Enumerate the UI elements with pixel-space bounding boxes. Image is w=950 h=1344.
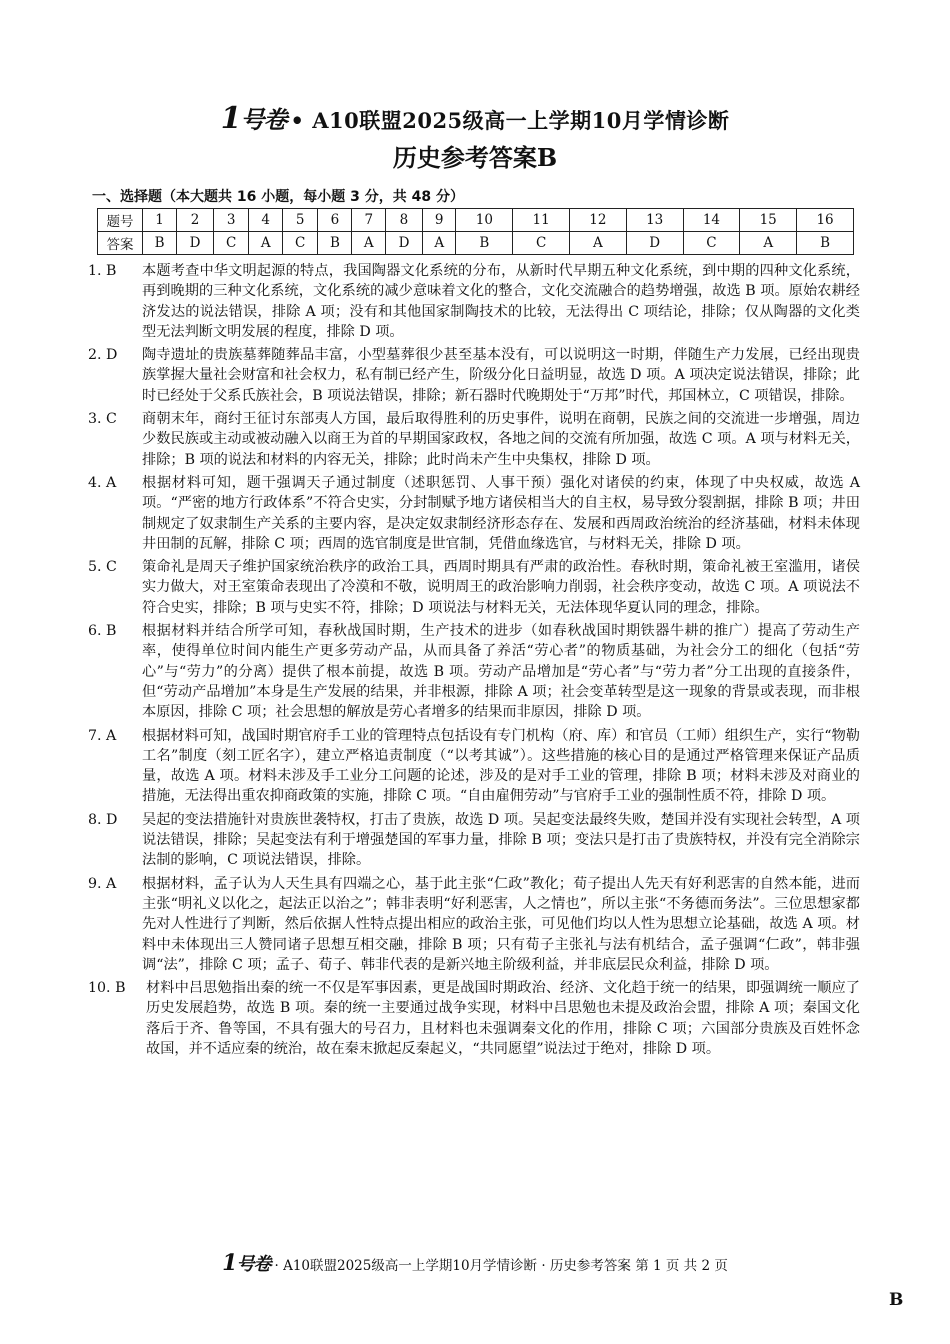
item-number: 7. A: [88, 727, 117, 744]
item-text: 材料中吕思勉指出秦的统一不仅是军事因素，更是战国时期政治、经济、文化趋于统一的结果，即强调统一顺应了历史发展趋势，故选 B 项。秦的统一主要通过战争实现，材料中吕思勉也未提及政治会盟，排除 A 项；秦国文化落后于齐、鲁等国，不具有强大的号召力，且材料也未强调秦文化的作用，排除 C 项；六国部分贵族及百姓怀念故国，并不适应秦的统治，故在秦末掀起反秦起义，“共同愿望”说法过于绝对，排除 D 项。: [146, 980, 860, 1057]
list-item: [88, 978, 860, 1059]
answer-cell: D: [177, 232, 214, 255]
list-item: [88, 810, 860, 871]
answer-cell: A: [570, 232, 627, 255]
item-text: 根据材料并结合所学可知，春秋战国时期，生产技术的进步（如春秋战国时期铁器牛耕的推广）提高了劳动生产率，使得单位时间内能生产更多劳动产品，从而具备了养活“劳心者”的物质基础，为社会分工的细化（包括“劳心”与“劳力”的分离）提供了根本前提，故选 B 项。劳动产品增加是“劳心者”与“劳力者”分工出现的直接条件，但“劳动产品增加”本身是生产发展的结果，并非根源，排除 A 项；社会变革转型是这一现象的背景或表现，而非根本原因，排除 C 项；社会思想的解放是劳心者增多的结果而非原因，排除 D 项。: [142, 623, 860, 721]
list-item: [88, 345, 860, 406]
question-number-cell: 8: [386, 209, 423, 232]
answer-cell: C: [513, 232, 570, 255]
answer-cell: B: [143, 232, 177, 255]
table-row-answers: [98, 232, 854, 255]
item-number: 9. A: [88, 875, 117, 892]
item-number: 2. D: [88, 347, 118, 364]
item-number: 10. B: [88, 980, 126, 997]
question-number-cell: 2: [177, 209, 214, 232]
question-number-cell: 7: [352, 209, 386, 232]
list-item: [88, 726, 860, 807]
exam-title: • A10联盟2025级高一上学期10月学情诊断: [290, 108, 730, 133]
question-number-cell: 14: [683, 209, 740, 232]
answer-table: [97, 208, 854, 255]
question-number-cell: 13: [626, 209, 683, 232]
explanation-list: [88, 261, 860, 1062]
item-number: 5. C: [88, 559, 117, 576]
answer-cell: C: [282, 232, 317, 255]
question-number-cell: 12: [570, 209, 627, 232]
item-text: 根据材料，孟子认为人天生具有四端之心，基于此主张“仁政”教化；荀子提出人先天有好利恶害的自然本能，进而主张“明礼义以化之，起法正以治之”；韩非表明“好利恶害，人之情也”，所以主张“不务德而务法”。三位思想家都先对人性进行了判断，然后依据人性特点提出相应的政治主张，可见他们均以人性为思想立论基础，故选 A 项。材料中未体现出三人赞同诸子思想互相交融，排除 B 项；只有荀子主张礼与法有机结合，孟子强调“仁政”，韩非强调“法”，排除 C 项；孟子、荀子、韩非代表的是新兴地主阶级利益，并非底层民众利益，排除 D 项。: [142, 875, 860, 973]
brand-logo: 1号卷: [220, 101, 287, 136]
question-number-cell: 10: [456, 209, 513, 232]
row-label-answers: 答案: [98, 232, 143, 255]
question-number-cell: 16: [797, 209, 854, 232]
header-title-line: [0, 100, 950, 136]
item-text: 本题考查中华文明起源的特点，我国陶器文化系统的分布，从新时代早期五种文化系统，到中期的四种文化系统，再到晚期的三种文化系统，文化系统的减少意味着文化的整合，文化交流融合的趋势增强，故选 B 项。原始农耕经济发达的说法错误，排除 A 项；没有和其他国家制陶技术的比较，无法得出 C 项结论，排除；仅从陶器的文化类型无法判断文明发展的程度，排除 D 项。: [142, 263, 860, 340]
document-subtitle: 历史参考答案B: [392, 143, 558, 172]
item-text: 吴起的变法措施针对贵族世袭特权，打击了贵族，故选 D 项。吴起变法最终失败，楚国并没有实现社会转型，A 项说法错误，排除；吴起变法有利于增强楚国的军事力量，排除 B 项；变法只是打击了贵族特权，并没有完全消除宗法制的影响，C 项说法错误，排除。: [142, 811, 860, 869]
list-item: [88, 621, 860, 722]
list-item: [88, 557, 860, 618]
question-number-cell: 5: [282, 209, 317, 232]
question-number-cell: 11: [513, 209, 570, 232]
footer-text: · A10联盟2025级高一上学期10月学情诊断 · 历史参考答案 第 1 页 共 2 页: [274, 1258, 728, 1274]
question-number-cell: 3: [214, 209, 249, 232]
answer-cell: B: [456, 232, 513, 255]
answer-cell: A: [249, 232, 283, 255]
answer-cell: A: [740, 232, 797, 255]
item-text: 根据材料可知，战国时期官府手工业的管理特点包括设有专门机构（府、库）和官员（工师）组织生产，实行“物勒工名”制度（刻工匠名字），建立严格追责制度（“以考其诚”）。这些措施的核心目的是通过严格管理来保证产品质量，故选 A 项。材料未涉及手工业分工问题的论述，涉及的是对手工业的管理，排除 B 项；材料未涉及对商业的措施，无法得出重农抑商政策的实施，排除 C 项。“自由雇佣劳动”与官府手工业的强制性质不符，排除 D 项。: [142, 727, 860, 805]
item-number: 4. A: [88, 474, 117, 491]
answer-cell: C: [683, 232, 740, 255]
answer-cell: C: [214, 232, 249, 255]
footer-logo: 1号卷: [222, 1250, 271, 1276]
answer-cell: D: [386, 232, 423, 255]
question-number-cell: 6: [318, 209, 352, 232]
question-number-cell: 1: [143, 209, 177, 232]
item-text: 陶寺遗址的贵族墓葬随葬品丰富，小型墓葬很少甚至基本没有，可以说明这一时期，伴随生产力发展，已经出现贵族掌握大量社会财富和社会权力，私有制已经产生，阶级分化日益明显，故选 D 项。A 项决定说法错误，排除；此时已经处于父系氏族社会，B 项说法错误，排除；新石器时代晚期处于“万邦”时代，邦国林立，C 项错误，排除。: [142, 347, 860, 404]
list-item: [88, 409, 860, 470]
item-text: 根据材料可知，题干强调天子通过制度（述职惩罚、人事干预）强化对诸侯的约束，体现了中央权威，故选 A 项。“严密的地方行政体系”不符合史实，分封制赋予地方诸侯相当大的自主权，易导致分裂割据，排除 B 项；井田制规定了奴隶制生产关系的主要内容，是决定奴隶制经济形态存在、发展和西周政治统治的经济基础，材料未体现井田制的瓦解，排除 C 项；西周的选官制度是世官制，凭借血缘选官，与材料无关，排除 D 项。: [142, 474, 860, 552]
row-label-numbers: 题号: [98, 209, 143, 232]
list-item: [88, 261, 860, 342]
item-number: 3. C: [88, 411, 117, 428]
list-item: [88, 874, 860, 975]
answer-cell: A: [422, 232, 456, 255]
question-number-cell: 15: [740, 209, 797, 232]
question-number-cell: 4: [249, 209, 283, 232]
answer-cell: D: [626, 232, 683, 255]
question-number-cell: 9: [422, 209, 456, 232]
item-number: 6. B: [88, 623, 117, 640]
list-item: [88, 473, 860, 554]
answer-cell: B: [318, 232, 352, 255]
answer-cell: A: [352, 232, 386, 255]
table-row-numbers: [98, 209, 854, 232]
item-number: 1. B: [88, 263, 117, 279]
version-mark: B: [889, 1290, 904, 1310]
answer-cell: B: [797, 232, 854, 255]
item-number: 8. D: [88, 811, 118, 828]
section-title: 一、选择题（本大题共 16 小题，每小题 3 分，共 48 分）: [92, 189, 464, 205]
item-text: 策命礼是周天子维护国家统治秩序的政治工具，西周时期具有严肃的政治性。春秋时期，策命礼被王室滥用，诸侯实力做大，对王室策命表现出了冷漠和不敬，说明周王的政治影响力削弱，社会秩序变动，故选 C 项。A 项说法不符合史实，排除；B 项与史实不符，排除；D 项说法与材料无关，无法体现华夏认同的理念，排除。: [142, 559, 860, 616]
page-footer: [0, 1250, 950, 1276]
item-text: 商朝末年，商纣王征讨东部夷人方国，最后取得胜利的历史事件，说明在商朝，民族之间的交流进一步增强，周边少数民族或主动或被动融入以商王为首的早期国家政权，各地之间的交流有所加强，故选 C 项。A 项与材料无关，排除；B 项的说法和材料的内容无关，排除；此时尚未产生中央集权，排除 D 项。: [142, 411, 860, 468]
